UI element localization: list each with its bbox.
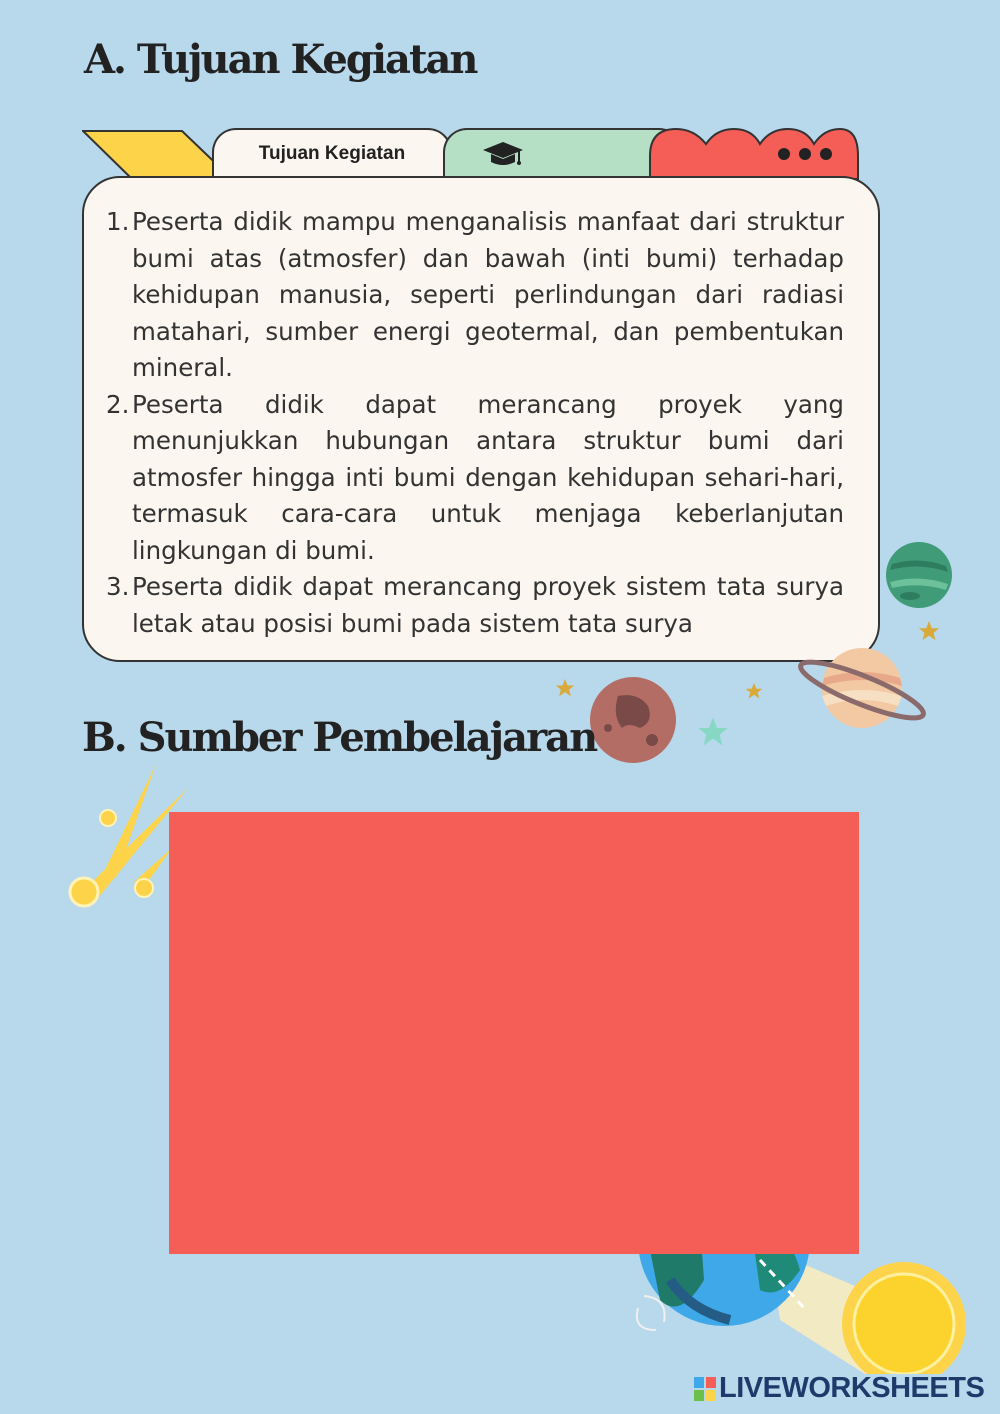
- list-item-number: 2.: [106, 389, 130, 419]
- graduation-cap-icon: [481, 140, 525, 168]
- sun-icon: [842, 1262, 966, 1374]
- list-item: [106, 387, 844, 570]
- tab-tujuan-kegiatan[interactable]: [212, 128, 452, 178]
- green-planet-icon: [884, 540, 954, 610]
- list-item-text: Peserta didik mampu menganalisis manfaat dari struktur bumi atas (atmosfer) dan bawah (inti bumi) terhadap kehidupan manusia, seperti perlindungan dari radiasi matahari, sumber energi geotermal, dan pembentukan mineral.: [132, 207, 844, 382]
- goals-card: [82, 176, 880, 662]
- section-a-title: A. Tujuan Kegiatan: [84, 36, 477, 83]
- list-item-number: 3.: [106, 572, 130, 601]
- ringed-planet-icon: [780, 638, 926, 738]
- tab-more[interactable]: [648, 126, 860, 180]
- star-icon: [745, 682, 763, 700]
- list-item-text: Peserta didik dapat merancang proyek yang menunjukkan hubungan antara struktur bumi dari atmosfer hingga inti bumi dengan kehidupan sehari-hari, termasuk cara-cara untuk menjaga keberlanjutan lingkungan di bumi.: [132, 389, 844, 565]
- tab-yellow-decoration: [82, 130, 232, 178]
- goals-list: [106, 204, 844, 642]
- tab-graduation[interactable]: [443, 128, 683, 178]
- liveworksheets-logo: [694, 1372, 984, 1405]
- list-item-number: 1.: [106, 207, 130, 236]
- brown-planet-icon: [588, 676, 678, 764]
- brand-name: LIVEWORKSHEETS: [719, 1372, 985, 1404]
- star-icon: [697, 716, 729, 748]
- star-icon: [555, 678, 575, 698]
- orbit-arrows-icon: [637, 1296, 665, 1330]
- tab-label: Tujuan Kegiatan: [258, 143, 406, 164]
- list-item-text: Peserta didik dapat merancang proyek sistem tata surya letak atau posisi bumi pada sistem tata surya: [132, 572, 844, 638]
- list-item: [106, 569, 844, 642]
- more-dots-icon: [778, 148, 832, 160]
- liveworksheets-icon: [694, 1377, 716, 1401]
- answer-box[interactable]: [169, 812, 859, 1254]
- section-b-title: B. Sumber Pembelajaran: [82, 714, 597, 761]
- list-item: [106, 204, 844, 387]
